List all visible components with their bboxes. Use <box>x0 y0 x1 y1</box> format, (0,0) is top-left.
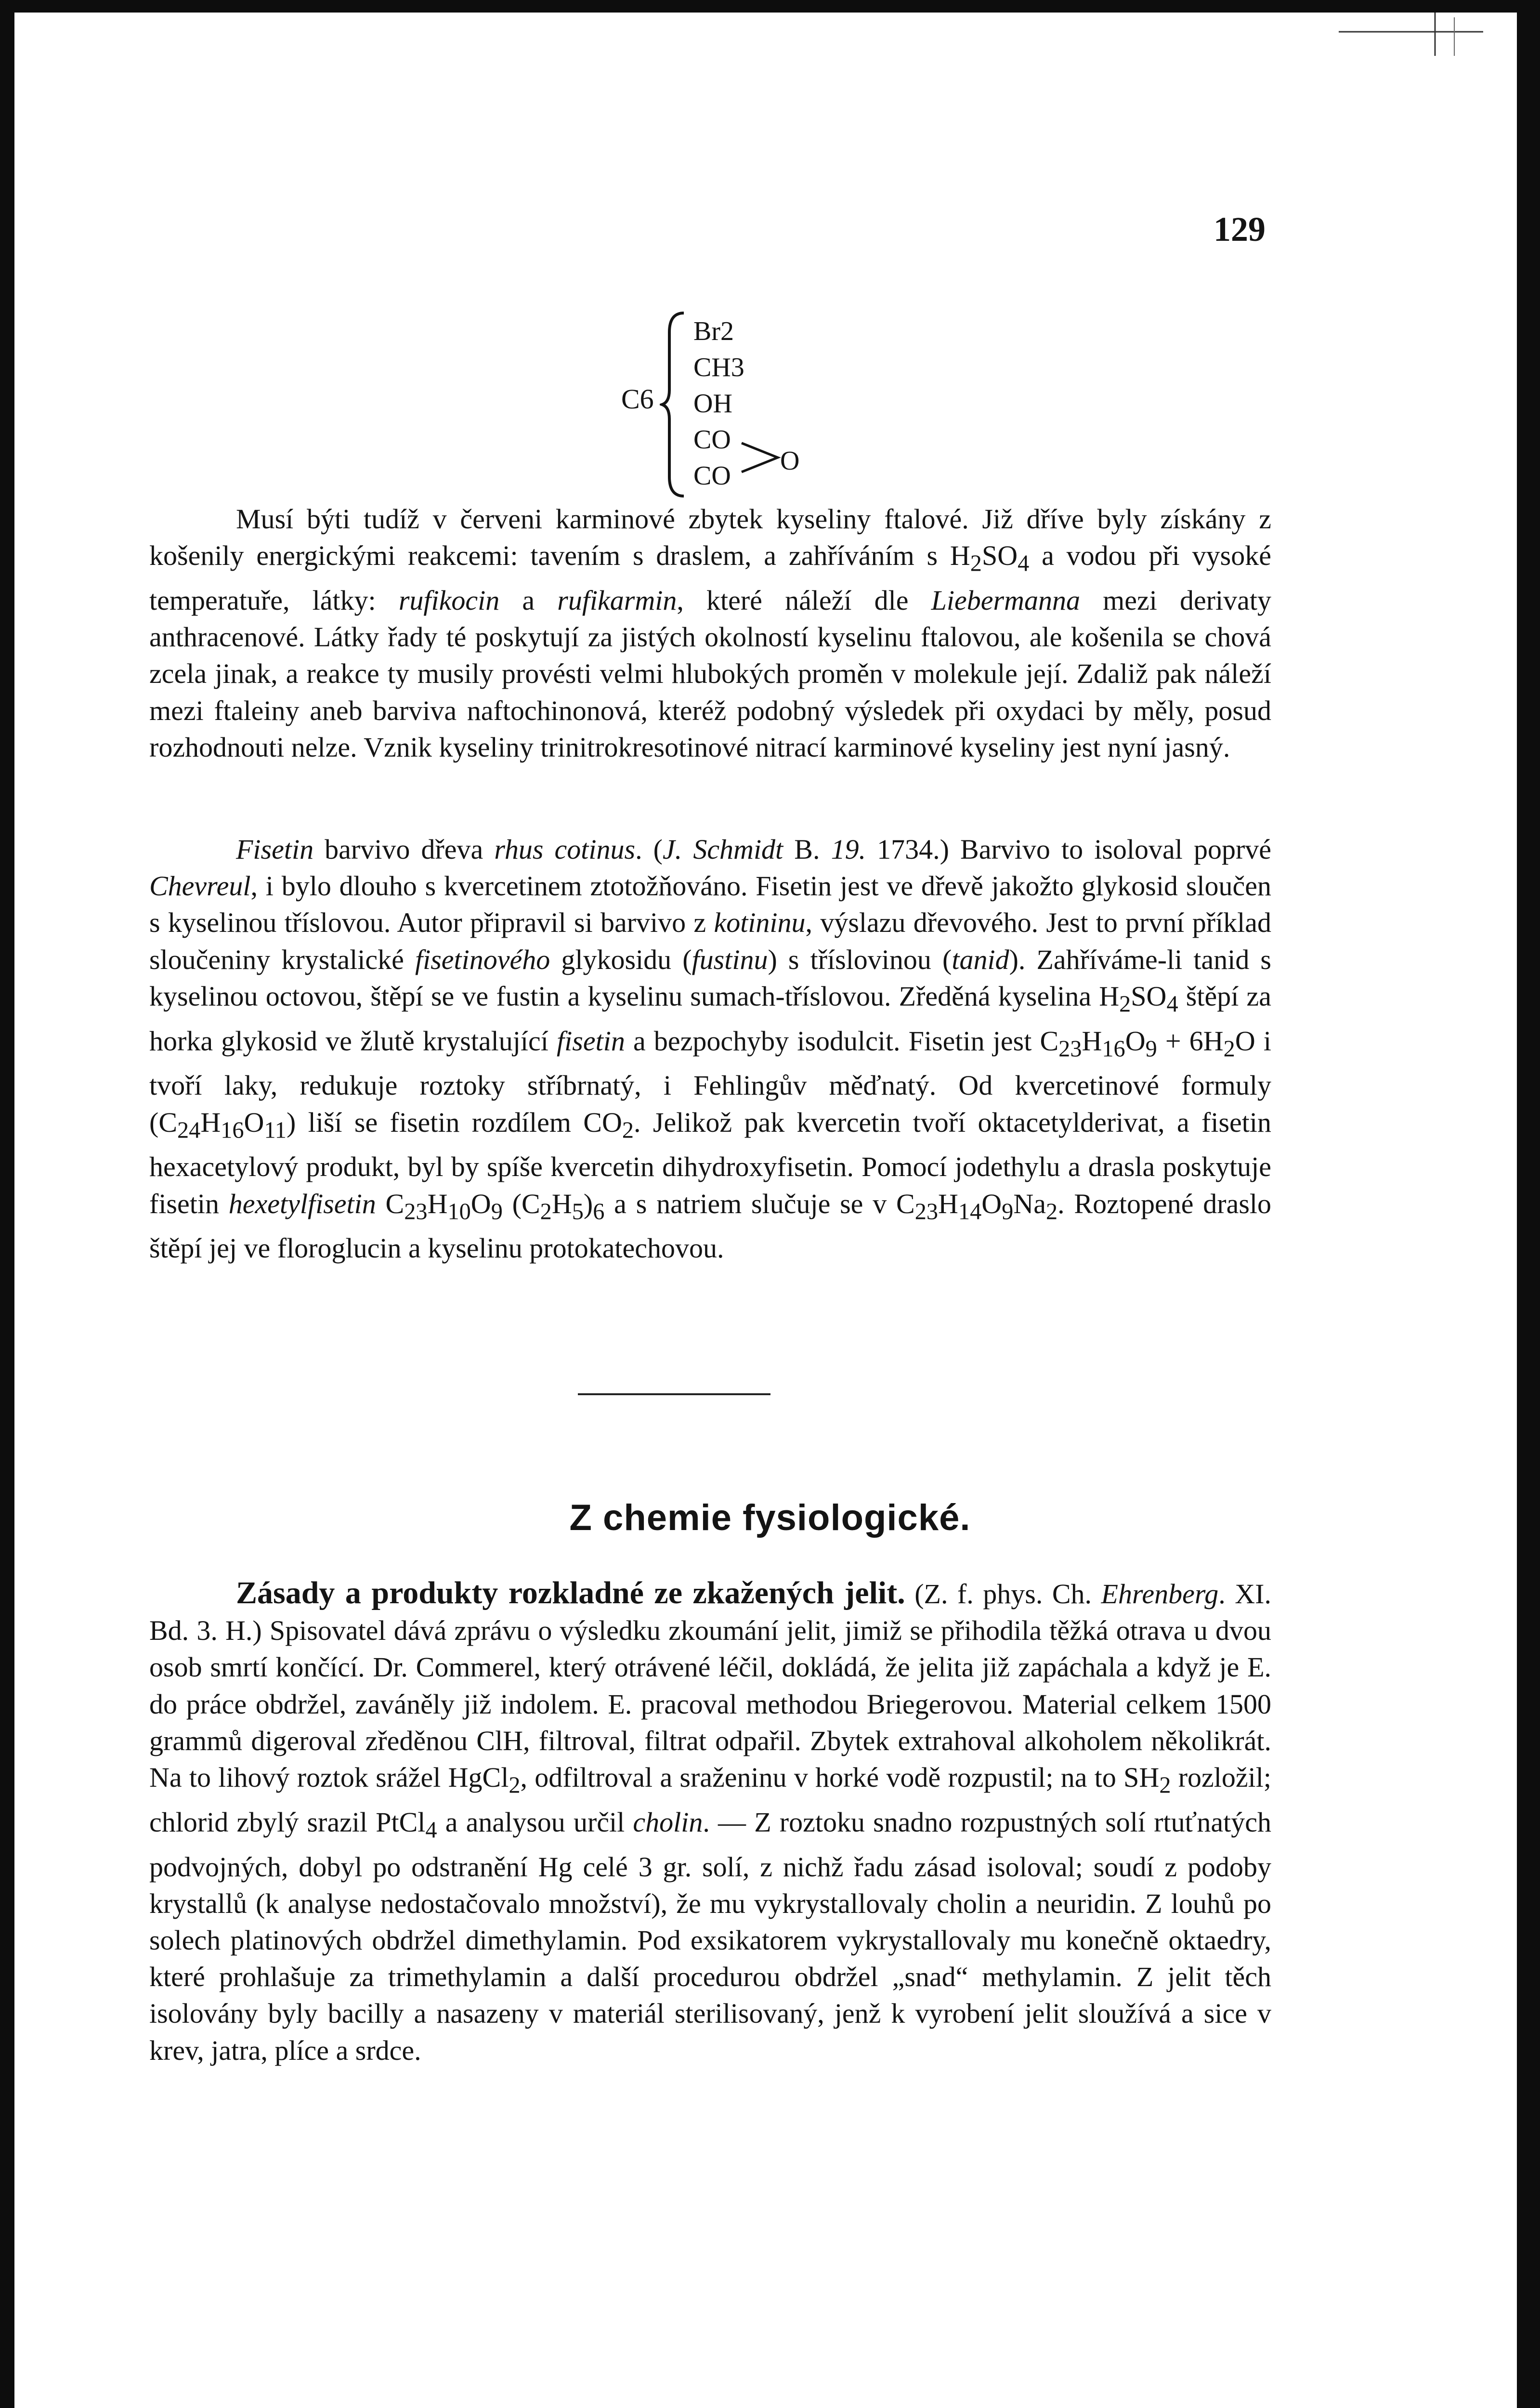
scan-border-right <box>1517 0 1540 2408</box>
formula-row-co-1: CO <box>693 425 731 455</box>
formula-row-co-2: CO <box>693 461 731 491</box>
formula-row-oh: OH <box>693 389 732 419</box>
paragraph-fisetin: Fisetin barvivo dřeva rhus cotinus. (J. Schmidt B. 19. 1734.) Barvivo to isoloval poprvé Chevreul, i bylo dlouho s kvercetinem ztotožňováno. Fisetin jest ve dřevě jakožto glykosid sloučen s kyselinou tříslovou. Autor připravil si barvivo z kotininu, výslazu dřevového. Jest to první příklad sloučeniny krystalické fisetinového glykosidu (fustinu) s tříslovinou (tanid). Zahříváme-li tanid s kyselinou octovou, štěpí se ve fustin a kyselinu sumach-tříslovou. Zředěná kyselina $H_2SO_4$ štěpí za horka glykosid ve žlutě krystalující fisetin a bezpochyby isodulcit. Fisetin jest $C_{23}H_{16}O_9 + 6H_2O$ i tvoří laky, redukuje roztoky stříbrnatý, i Fehlingův měďnatý. Od kvercetinové formuly $(C_{24}H_{16}O_{11})$ liší se fisetin rozdílem $CO_2$. Jelikož pak kvercetin tvoří oktacetylderivat, a fisetin hexacetylový produkt, byl by spíše kvercetin dihydroxyfisetin. Pomocí jodethylu a drasla poskytuje fisetin hexetylfisetin $C_{23}H_{10}O_9$ $(C_2H_5)_6$ a s natriem slučuje se v $C_{23}H_{14}O_9Na_2$. Roztopené draslo štěpí jej ve floroglucin a kyselinu protokatechovou. <box>149 834 1272 1264</box>
article-title: Zásady a produkty rozkladné ze zkažených jelit. <box>236 1575 905 1610</box>
scan-border-top <box>0 0 1540 13</box>
formula-bridge-oxygen: O <box>780 446 800 476</box>
formula-row-br2: Br2 <box>693 316 734 346</box>
section-divider <box>578 1393 770 1395</box>
bridge-bond-icon <box>739 431 783 484</box>
formula-row-ch3: CH3 <box>693 353 744 382</box>
paragraph-karmin: Musí býti tudíž v červeni karminové zbytek kyseliny ftalové. Již dříve byly získány z košenily energickými reakcemi: tavením s draslem, a zahříváním s $H_2SO_4$ a vodou při vysoké temperatuře, látky: rufikocin a rufikarmin, které náleží dle Liebermanna mezi derivaty anthracenové. Látky řady té poskytují za jistých okolností kyselinu ftalovou, ale košenila se chová zcela jinak, a reakce ty musily provésti velmi hlubokých proměn v molekule její. Zdaliž pak náleží mezi ftaleiny aneb barviva naftochinonová, kteréž podobný výsledek při oxydaci by měly, posud rozhodnouti nelze. Vznik kyseliny trinitrokresotinové nitrací karminové kyseliny jest nyní jasný. <box>149 503 1272 763</box>
paragraph-jelita: Zásady a produkty rozkladné ze zkažených jelit. (Z. f. phys. Ch. Ehrenberg. XI. Bd. 3. H.) Spisovatel dává zprávu o výsledku zkoumání jelit, jimiž se přihodila těžká otrava u dvou osob smrtí končící. Dr. Commerel, který otrávené léčil, dokládá, že jelita již zapáchala a když je E. do práce obdržel, zaváněly již indolem. E. pracoval methodou Briegerovou. Material celkem 1500 grammů digeroval zředěnou ClH, filtroval, filtrat odpařil. Zbytek extrahoval alkoholem několikrát. Na to lihový roztok srážel HgCl$_2$, odfiltroval a sraženinu v horké vodě rozpustil; na to $SH_2$ rozložil; chlorid zbylý srazil PtCl$_4$ a analysou určil cholin. — Z roztoku snadno rozpustných solí rtuťnatých podvojných, dobyl po odstranění Hg celé 3 gr. solí, z nichž řadu zásad isoloval; soudí z podoby krystallů (k analyse nedostačovalo množství), že mu vykrystallovaly cholin a neuridin. Z louhů po solech platinových obdržel dimethylamin. Pod exsikatorem vykrystallovaly mu konečně oktaedry, které prohlašuje za trimethylamin a další procedurou obdržel „snad“ methylamin. Z jelit těch isolovány byly bacilly a nasazeny v materiál sterilisovaný, jenž k vyrobení jelit sloužívá a sice v krev, jatra, plíce a srdce. <box>149 1575 1272 2066</box>
formula-base: C6 <box>621 383 654 415</box>
chemical-formula <box>621 308 823 501</box>
section-title: Z chemie fysiologické. <box>569 1497 971 1538</box>
brace-icon <box>660 308 689 501</box>
page-number: 129 <box>1214 210 1266 249</box>
corner-scan-mark <box>1339 13 1483 56</box>
scan-border-left <box>0 0 14 2408</box>
